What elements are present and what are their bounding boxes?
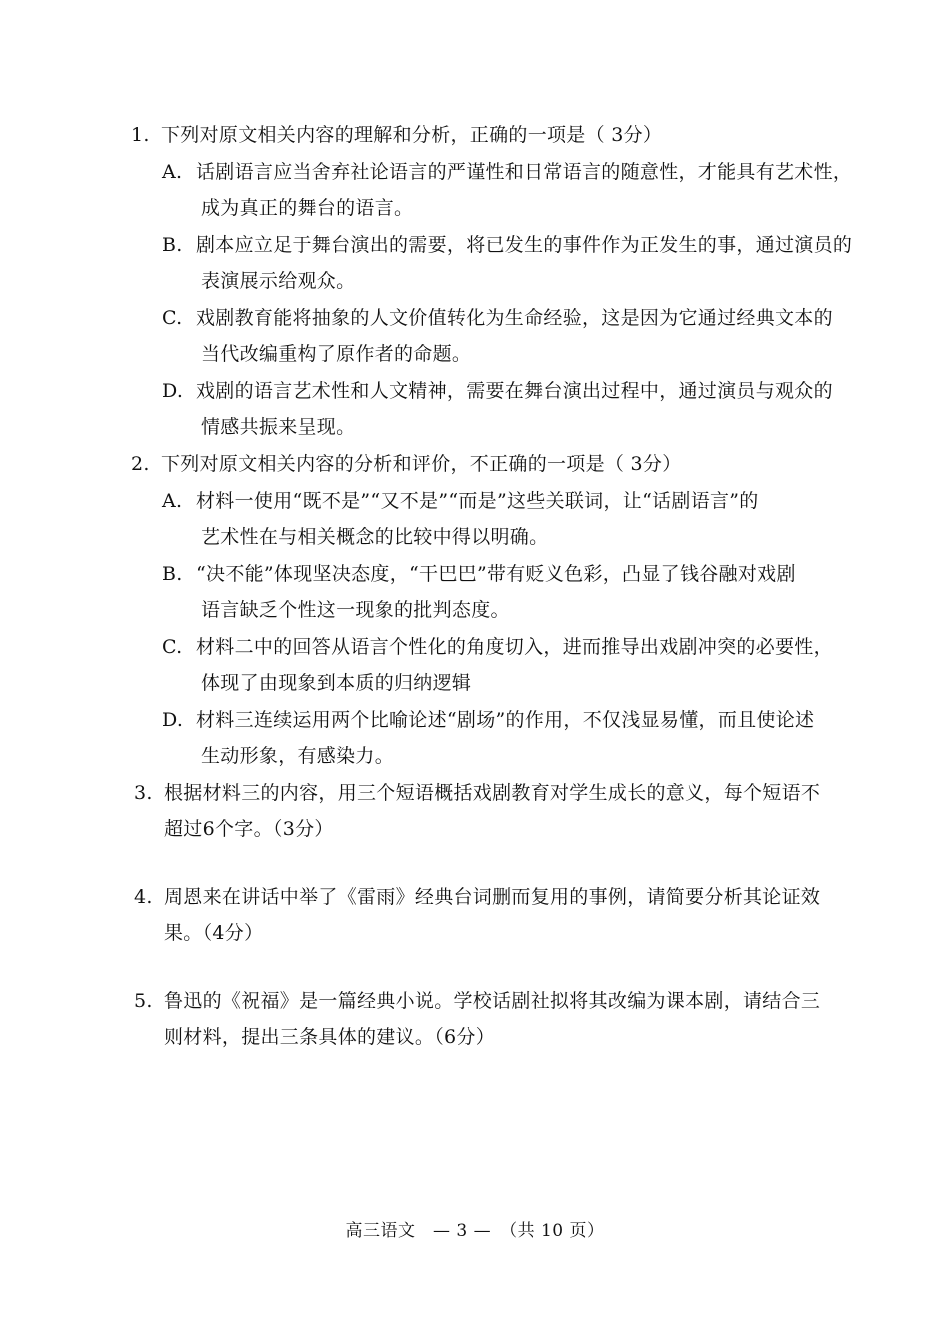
option-a-continued: 艺术性在与相关概念的比较中得以明确。 <box>201 526 549 548</box>
option-label: A. <box>162 161 183 183</box>
question-stem: 1. 下列对原文相关内容的理解和分析，正确的一项是（ 3分） <box>131 124 663 146</box>
option-c: C. 材料二中的回答从语言个性化的角度切入，进而推导出戏剧冲突的必要性， <box>162 636 833 658</box>
question-stem: 3. 根据材料三的内容，用三个短语概括戏剧教育对学生成长的意义，每个短语不 <box>134 782 821 804</box>
option-b: B. “决不能”体现坚决态度，“干巴巴”带有贬义色彩，凸显了钱谷融对戏剧 <box>162 563 796 585</box>
question-stem: 4. 周恩来在讲话中举了《雷雨》经典台词删而复用的事例，请简要分析其论证效 <box>134 886 821 908</box>
question-stem-continued: 果。（4分） <box>164 922 264 944</box>
option-label: C. <box>162 307 183 329</box>
option-c-continued: 体现了由现象到本质的归纳逻辑 <box>201 672 472 694</box>
option-b-continued: 表演展示给观众。 <box>201 270 356 292</box>
question-number: 4. <box>134 886 153 908</box>
question-number: 2. <box>131 453 150 475</box>
option-label: B. <box>162 234 183 256</box>
question-stem-continued: 则材料，提出三条具体的建议。（6分） <box>164 1026 495 1048</box>
option-c-continued: 当代改编重构了原作者的命题。 <box>201 343 472 365</box>
option-d: D. 戏剧的语言艺术性和人文精神，需要在舞台演出过程中，通过演员与观众的 <box>162 380 833 402</box>
option-d-continued: 情感共振来呈现。 <box>201 416 356 438</box>
page-footer: 高三语文 — 3 — （共 10 页） <box>345 1221 605 1241</box>
option-label: D. <box>162 380 184 402</box>
question-number: 3. <box>134 782 153 804</box>
option-label: D. <box>162 709 184 731</box>
option-label: A. <box>162 490 183 512</box>
option-c: C. 戏剧教育能将抽象的人文价值转化为生命经验，这是因为它通过经典文本的 <box>162 307 833 329</box>
option-b-continued: 语言缺乏个性这一现象的批判态度。 <box>201 599 510 621</box>
question-stem: 5. 鲁迅的《祝福》是一篇经典小说。学校话剧社拟将其改编为课本剧，请结合三 <box>134 990 821 1012</box>
question-number: 5. <box>134 990 153 1012</box>
option-d-continued: 生动形象，有感染力。 <box>201 745 395 767</box>
question-stem-continued: 超过6个字。（3分） <box>164 818 334 840</box>
option-label: C. <box>162 636 183 658</box>
option-label: B. <box>162 563 183 585</box>
option-a-continued: 成为真正的舞台的语言。 <box>201 197 414 219</box>
option-a: A. 话剧语言应当舍弃社论语言的严谨性和日常语言的随意性，才能具有艺术性， <box>162 161 853 183</box>
question-number: 1. <box>131 124 150 146</box>
option-b: B. 剧本应立足于舞台演出的需要，将已发生的事件作为正发生的事，通过演员的 <box>162 234 853 256</box>
option-a: A. 材料一使用“既不是”“又不是”“而是”这些关联词，让“话剧语言”的 <box>162 490 759 512</box>
option-d: D. 材料三连续运用两个比喻论述“剧场”的作用，不仅浅显易懂，而且使论述 <box>162 709 815 731</box>
question-stem: 2. 下列对原文相关内容的分析和评价，不正确的一项是（ 3分） <box>131 453 682 475</box>
